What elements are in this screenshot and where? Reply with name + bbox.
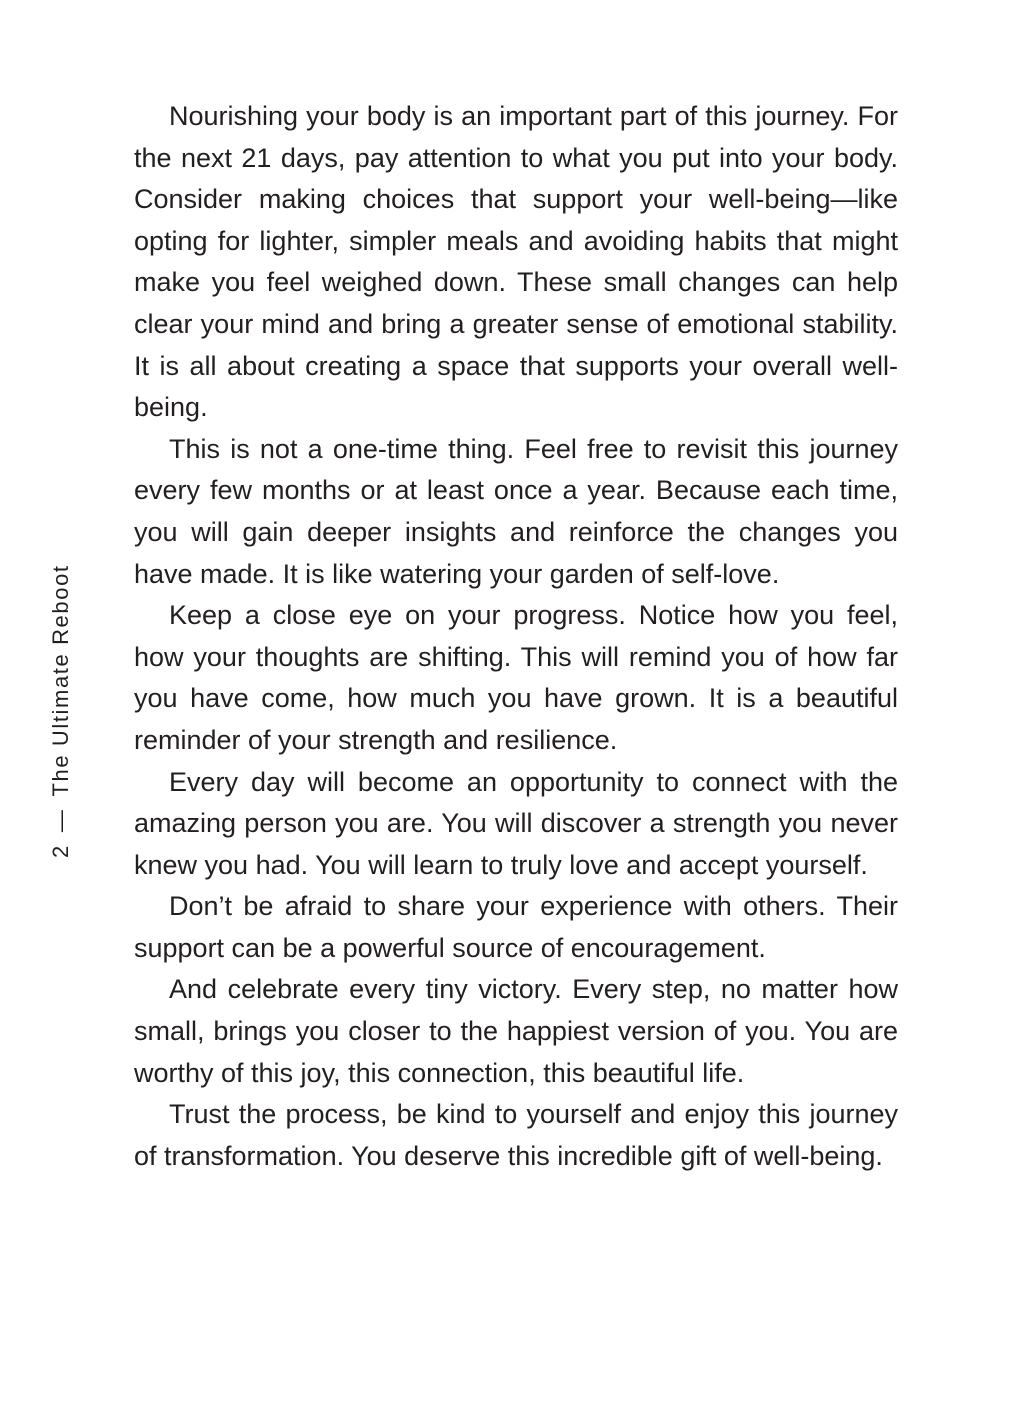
running-header <box>50 564 72 858</box>
header-separator: — <box>48 808 73 833</box>
book-title: The Ultimate Reboot <box>48 564 73 797</box>
paragraph-trust: Trust the process, be kind to yourself and enjoy this journey of transformation. You deserve this incredible gift of well-being. <box>134 1099 898 1171</box>
paragraph-share: Don’t be afraid to share your experience with others. Their support can be a powerful source of encouragement. <box>134 891 898 963</box>
paragraph-nourishing: Nourishing your body is an important part of this journey. For the next 21 days, pay attention to what you put into your body. Consider making choices that support your well-being—like opting for lighter, simpler meals and avoiding habits that might make you feel weighed down. These small changes can help clear your mind and bring a greater sense of emotional stability. It is all about creating a space that supports your overall well-being. <box>134 101 898 423</box>
paragraph-revisit: This is not a one-time thing. Feel free to revisit this journey every few months or at least once a year. Because each time, you will gain deeper insights and reinforce the changes you have made. It is like watering your garden of self-love. <box>134 433 898 589</box>
paragraph-progress: Keep a close eye on your progress. Notice how you feel, how your thoughts are shifting. This will remind you of how far you have come, how much you have grown. It is a beautiful reminder of your strength and resilience. <box>134 600 898 755</box>
paragraph-celebrate: And celebrate every tiny victory. Every step, no matter how small, brings you closer to the happiest version of you. You are worthy of this joy, this connection, this beautiful life. <box>134 974 898 1088</box>
paragraph-opportunity: Every day will become an opportunity to connect with the amazing person you are. You will discover a strength you never knew you had. You will learn to truly love and accept yourself. <box>134 766 898 880</box>
body-text <box>134 96 898 1177</box>
page-number: 2 <box>48 844 73 858</box>
